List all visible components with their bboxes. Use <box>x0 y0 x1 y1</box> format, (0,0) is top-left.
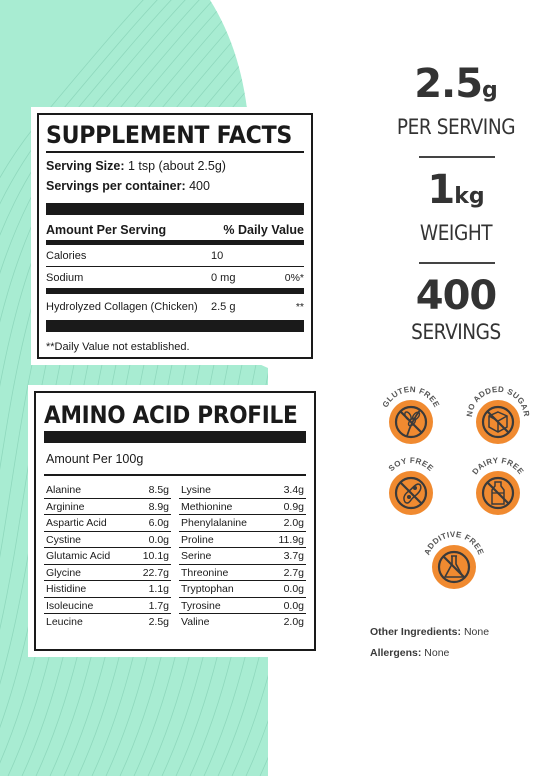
other-ingredients-line <box>370 626 489 638</box>
amino-acid-value: 1.7g <box>148 599 169 612</box>
amino-acid-name: Serine <box>181 550 212 562</box>
nutrient-row-sodium <box>46 267 304 289</box>
amino-acid-row <box>44 565 171 582</box>
amino-acid-name: Phenylalanine <box>181 517 247 529</box>
amino-acid-name: Leucine <box>46 616 83 628</box>
svg-text:NO ADDED SUGAR: NO ADDED SUGAR <box>464 384 532 418</box>
servings-per-container-label: Servings per container: <box>46 179 186 193</box>
amino-acid-value: 22.7g <box>142 566 169 579</box>
amino-acid-row <box>44 482 171 499</box>
nutrient-daily-value: 0%* <box>284 272 304 284</box>
allergens-label: Allergens: <box>370 647 422 659</box>
amino-acid-row <box>44 614 171 631</box>
svg-text:DAIRY FREE: DAIRY FREE <box>470 455 526 477</box>
amino-acid-row <box>44 581 171 598</box>
amino-acid-value: 0.0g <box>148 533 169 546</box>
allergens-line <box>370 647 449 659</box>
serving-size-label: Serving Size: <box>46 159 125 173</box>
amino-acid-value: 0.0g <box>283 599 304 612</box>
nutrient-amount: 0 mg <box>211 272 236 284</box>
amino-acid-name: Proline <box>181 533 214 546</box>
amino-acid-column-left <box>44 482 171 631</box>
amino-acid-name: Tryptophan <box>181 583 234 595</box>
supplement-facts-title: SUPPLEMENT FACTS <box>46 121 293 149</box>
amino-acid-row <box>44 598 171 615</box>
amino-acid-name: Threonine <box>181 566 229 579</box>
nutrient-daily-value: ** <box>295 301 304 313</box>
wheat-icon <box>380 384 442 446</box>
supplement-facts-box <box>37 113 313 359</box>
per-serving-label: PER SERVING <box>396 115 516 139</box>
amino-acid-row <box>44 515 171 532</box>
amino-acid-row <box>179 565 306 582</box>
stat-divider <box>419 156 495 158</box>
amount-per-serving-label: Amount Per Serving <box>46 223 167 237</box>
svg-text:GLUTEN FREE: GLUTEN FREE <box>380 384 442 410</box>
dairy-free-badge <box>467 455 529 517</box>
amino-acid-row <box>179 548 306 565</box>
nutrient-name: Hydrolyzed Collagen (Chicken) <box>46 301 198 313</box>
amino-acid-name: Arginine <box>46 500 85 513</box>
serving-size-value: 1 tsp (about 2.5g) <box>127 159 226 173</box>
amount-per-100g-label: Amount Per 100g <box>44 443 306 476</box>
thick-divider-bar <box>46 203 304 215</box>
nutrient-amount: 2.5 g <box>211 301 236 313</box>
amino-acid-name: Methionine <box>181 500 233 513</box>
serving-size-line <box>46 157 304 175</box>
svg-text:ADDITIVE FREE: ADDITIVE FREE <box>422 529 486 557</box>
amino-acid-value: 0.0g <box>283 583 304 595</box>
amino-acid-value: 8.5g <box>148 484 169 496</box>
other-ingredients-value: None <box>463 626 490 638</box>
serving-size-stat <box>372 62 533 139</box>
nutrient-name: Calories <box>46 250 87 262</box>
amino-acid-value: 10.1g <box>142 550 169 562</box>
amount-per-serving-header <box>46 215 304 240</box>
milk-bottle-icon <box>467 455 529 517</box>
amino-acid-value: 2.0g <box>283 616 304 628</box>
weight-stat <box>372 168 533 245</box>
amino-acid-row <box>179 614 306 631</box>
weight-amount: 1kg <box>427 167 485 213</box>
servings-per-container-line <box>46 177 304 195</box>
amino-acid-value: 3.4g <box>283 484 304 496</box>
amino-acid-value: 2.0g <box>283 517 304 529</box>
amino-acid-name: Histidine <box>46 583 87 595</box>
amino-acid-name: Glycine <box>46 566 82 579</box>
gluten-free-badge <box>380 384 442 446</box>
weight-label: WEIGHT <box>419 221 493 245</box>
amino-acid-row <box>179 482 306 499</box>
amino-acid-row <box>44 548 171 565</box>
servings-per-container-value: 400 <box>189 179 210 193</box>
nutrient-row-collagen <box>46 294 304 320</box>
nutrient-amount: 10 <box>211 250 224 262</box>
amino-acid-row <box>179 532 306 549</box>
nutrient-row-calories <box>46 245 304 267</box>
servings-label: SERVINGS <box>411 320 501 344</box>
servings-amount: 400 <box>415 273 497 319</box>
amino-acid-value: 2.7g <box>283 566 304 579</box>
amino-acid-row <box>44 499 171 516</box>
amino-acid-name: Cystine <box>46 533 82 546</box>
supplement-facts-panel <box>31 107 319 365</box>
amino-acid-name: Valine <box>181 616 210 628</box>
flask-icon <box>423 529 485 591</box>
amino-acid-column-right <box>179 482 306 631</box>
serving-size-amount: 2.5g <box>414 61 498 107</box>
thick-divider-bar <box>44 431 306 443</box>
soy-free-badge <box>380 455 442 517</box>
amino-acid-name: Isoleucine <box>46 599 94 612</box>
amino-acid-profile-box <box>34 391 316 651</box>
amino-acid-value: 0.9g <box>283 500 304 513</box>
daily-value-label: % Daily Value <box>223 223 304 237</box>
soybean-icon <box>380 455 442 517</box>
stat-divider <box>419 262 495 264</box>
divider-bar <box>46 151 304 153</box>
amino-acid-row <box>179 499 306 516</box>
amino-acid-name: Lysine <box>181 484 211 496</box>
additive-free-badge <box>423 529 485 591</box>
amino-acid-value: 2.5g <box>148 616 169 628</box>
amino-acid-profile-title: AMINO ACID PROFILE <box>44 401 298 429</box>
other-ingredients-label: Other Ingredients: <box>370 626 462 638</box>
allergens-value: None <box>424 647 450 659</box>
amino-acid-name: Glutamic Acid <box>46 550 111 562</box>
amino-acid-row <box>179 598 306 615</box>
amino-acid-value: 11.9g <box>278 533 304 546</box>
amino-acid-value: 6.0g <box>148 517 169 529</box>
svg-text:SOY FREE: SOY FREE <box>386 455 436 474</box>
amino-acid-name: Aspartic Acid <box>46 517 107 529</box>
amino-acid-row <box>179 581 306 598</box>
amino-acid-value: 1.1g <box>148 583 169 595</box>
sugar-cube-icon <box>464 384 532 446</box>
amino-acid-row <box>179 515 306 532</box>
amino-acid-row <box>44 532 171 549</box>
thick-divider-bar <box>46 320 304 332</box>
servings-stat <box>372 274 533 344</box>
amino-acid-value: 8.9g <box>148 500 169 513</box>
nutrient-name: Sodium <box>46 272 84 284</box>
no-added-sugar-badge <box>464 384 532 446</box>
amino-acid-name: Alanine <box>46 484 82 496</box>
amino-acid-profile-panel <box>28 385 322 657</box>
amino-acid-name: Tyrosine <box>181 599 221 612</box>
daily-value-footnote: **Daily Value not established. <box>46 341 190 353</box>
amino-acid-table <box>44 482 306 631</box>
amino-acid-value: 3.7g <box>283 550 304 562</box>
